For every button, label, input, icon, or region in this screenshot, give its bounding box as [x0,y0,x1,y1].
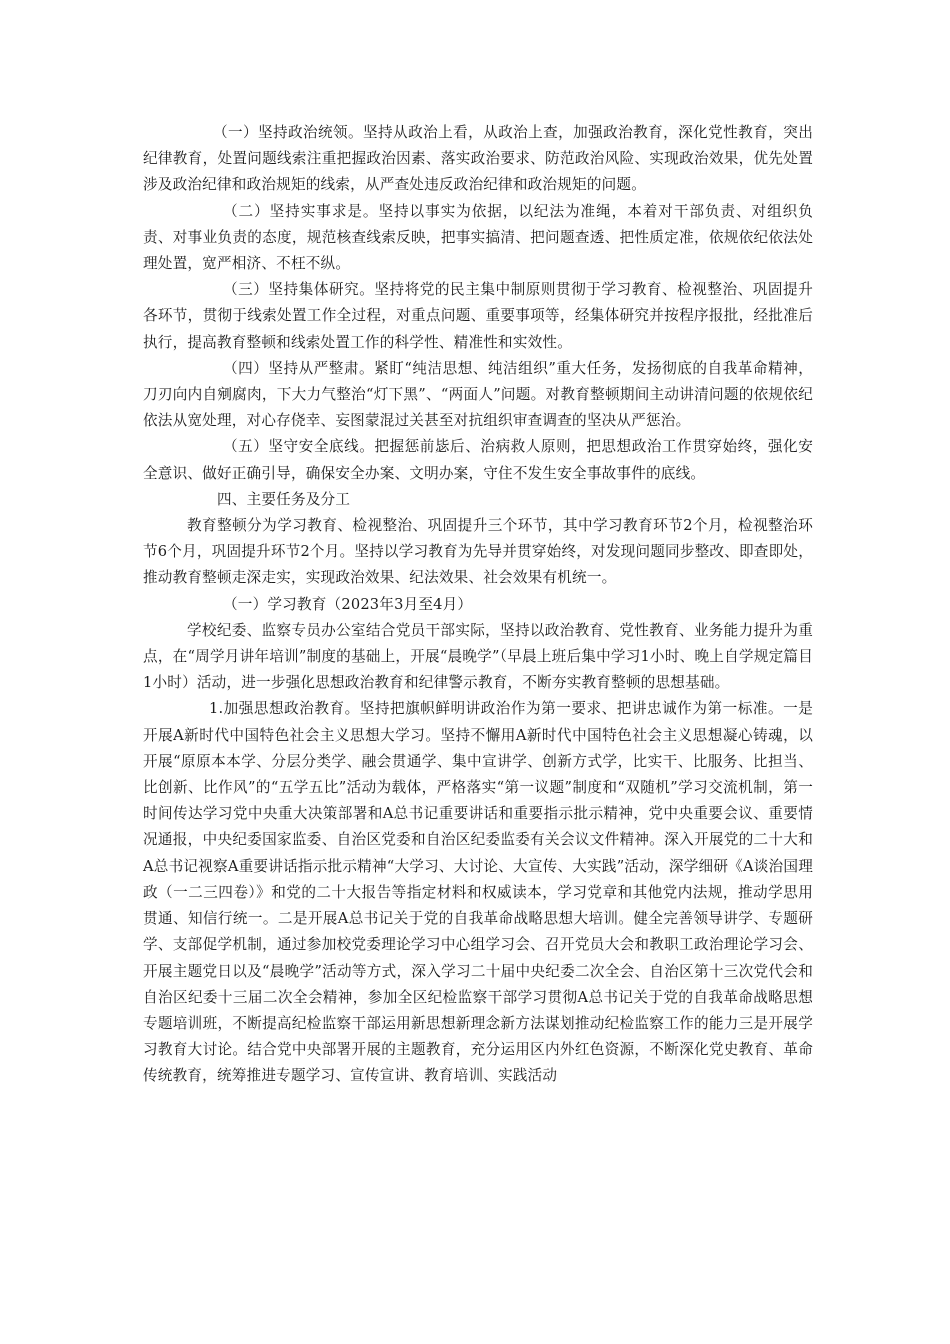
paragraph-learning-education-intro: 学校纪委、监察专员办公室结合党员干部实际，坚持以政治教育、党性教育、业务能力提升为重点，在“周学月讲年培训”制度的基础上，开展“晨晚学”（早晨上班后集中学习1小时、晚上自学规定篇目1小时）活动，进一步强化思想政治教育和纪律警示教育，不断夯实教育整顿的思想基础。 [143,621,813,692]
paragraph-political-education: 1.加强思想政治教育。坚持把旗帜鲜明讲政治作为第一要求、把讲忠诚作为第一标准。一是开展A新时代中国特色社会主义思想大学习。坚持不懈用A新时代中国特色社会主义思想凝心铸魂，以开展“原原本本学、分层分类学、融会贯通学、集中宣讲学、创新方式学，比实干、比服务、比担当、比创新、比作风”的“五学五比”活动为载体，严格落实“第一议题”制度和“双随机”学习交流机制，第一时间传达学习党中央重大决策部署和A总书记重要讲话和重要指示批示精神，党中央重要会议、重要情况通报，中央纪委国家监委、自治区党委和自治区纪委监委有关会议文件精神。深入开展党的二十大和A总书记视察A重要讲话指示批示精神“大学习、大讨论、大宣传、大实践”活动，深学细研《A谈治国理政（一二三四卷）》和党的二十大报告等指定材料和权威读本，学习党章和其他党内法规，推动学思用贯通、知信行统一。二是开展A总书记关于党的自我革命战略思想大培训。健全完善领导讲学、专题研学、支部促学机制，通过参加校党委理论学习中心组学习会、召开党员大会和教职工政治理论学习会、开展主题党日以及“晨晚学”活动等方式，深入学习二十届中央纪委二次全会、自治区第十三次党代会和自治区纪委十三届二次全会精神，参加全区纪检监察干部学习贯彻A总书记关于党的自我革命战略思想专题培训班，不断提高纪检监察干部运用新思想新理念新方法谋划推动纪检监察工作的能力三是开展学习教育大讨论。结合党中央部署开展的主题教育，充分运用区内外红色资源，不断深化党史教育、革命传统教育，统筹推进专题学习、宣传宣讲、教育培训、实践活动 [143,700,813,1085]
paragraph-strict-rectification: （四）坚持从严整肃。紧盯“纯洁思想、纯洁组织”重大任务，发扬彻底的自我革命精神，刀刃向内自剜腐肉，下大力气整治“灯下黑”、“两面人”问题。对教育整顿期间主动讲清问题的依规依纪依法从宽处理，对心存侥幸、妄图蒙混过关甚至对抗组织审查调查的坚决从严惩治。 [143,359,813,430]
section-heading-main-tasks: 四、主要任务及分工 [217,490,351,508]
document-page [143,120,813,1090]
subheading-learning-education: （一）学习教育（2023年3月至4月） [223,595,473,613]
paragraph-seek-truth: （二）坚持实事求是。坚持以事实为依据，以纪法为准绳，本着对干部负责、对组织负责、对事业负责的态度，规范核查线索反映，把事实搞清、把问题查透、把性质定准，依规依纪依法处理处置，宽严相济、不枉不纵。 [143,202,813,273]
paragraph-collective-research: （三）坚持集体研究。坚持将党的民主集中制原则贯彻于学习教育、检视整治、巩固提升各环节，贯彻于线索处置工作全过程，对重点问题、重要事项等，经集体研究并按程序报批，经批准后执行，提高教育整顿和线索处置工作的科学性、精准性和实效性。 [143,281,813,351]
paragraph-safety-bottom-line: （五）坚守安全底线。把握惩前毖后、治病救人原则，把思想政治工作贯穿始终，强化安全意识、做好正确引导，确保安全办案、文明办案，守住不发生安全事故事件的底线。 [143,438,813,482]
paragraph-education-overview: 教育整顿分为学习教育、检视整治、巩固提升三个环节，其中学习教育环节2个月，检视整治环节6个月，巩固提升环节2个月。坚持以学习教育为先导并贯穿始终，对发现问题同步整改、即查即处，推动教育整顿走深走实，实现政治效果、纪法效果、社会效果有机统一。 [143,517,813,587]
paragraph-political-leadership: （一）坚持政治统领。坚持从政治上看，从政治上查，加强政治教育，深化党性教育，突出纪律教育，处置问题线索注重把握政治因素、落实政治要求、防范政治风险、实现政治效果，优先处置涉及政治纪律和政治规矩的线索，从严查处违反政治纪律和政治规矩的问题。 [143,124,813,194]
